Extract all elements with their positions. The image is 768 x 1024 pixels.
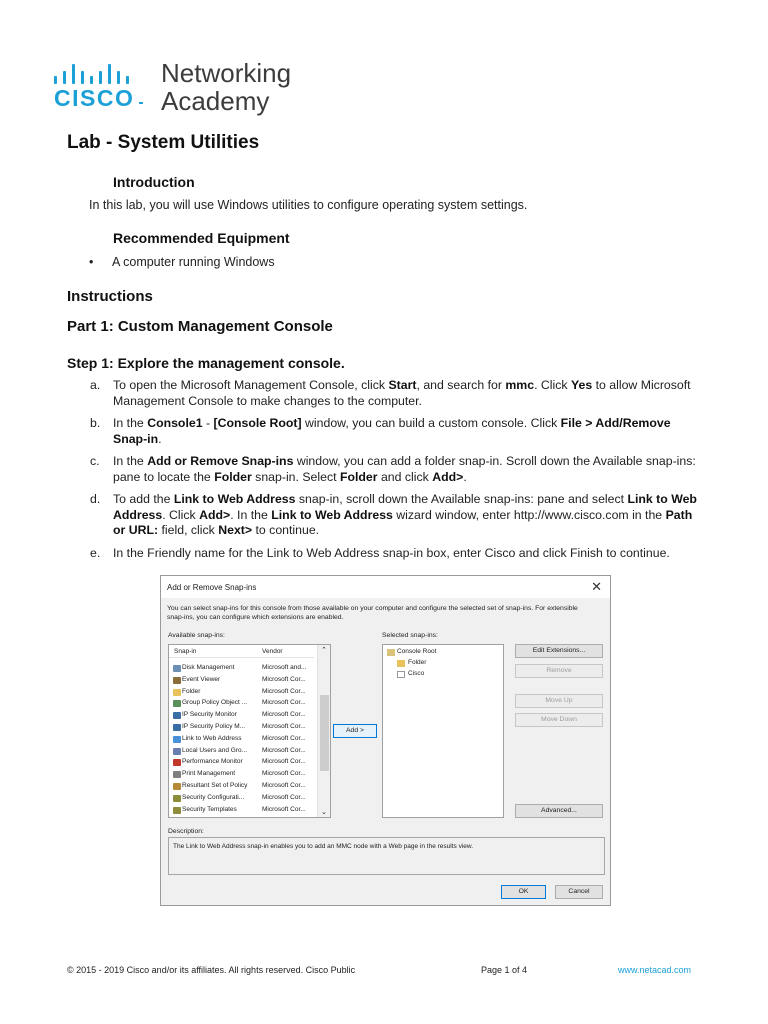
move-down-button[interactable]: Move Down <box>515 713 603 727</box>
snapin-name: Security Configurati... <box>182 793 245 801</box>
available-rows <box>171 663 315 816</box>
cisco-wordmark: CISCO <box>54 85 135 111</box>
snapin-name: Print Management <box>182 770 236 778</box>
list-item[interactable] <box>171 722 315 734</box>
add-button[interactable]: Add > <box>333 724 377 738</box>
snapin-vendor: Microsoft Cor... <box>262 734 306 742</box>
description-label: Description: <box>168 828 204 835</box>
col-snapin: Snap-in <box>174 648 197 655</box>
snapin-vendor: Microsoft Cor... <box>262 722 306 730</box>
snapin-vendor: Microsoft Cor... <box>262 781 306 789</box>
available-label: Available snap-ins: <box>168 632 225 639</box>
snapin-vendor: Microsoft Cor... <box>262 758 306 766</box>
step-d: d. To add the Link to Web Address snap-in, scroll down the Available snap-ins: pane and select Link to Web Address. Click Add>. In the Link to Web Address wizard window, enter http://www.cisco.com in the Path or URL: field, click Next> to continue. <box>90 492 697 537</box>
folder-icon <box>397 660 405 667</box>
snapin-icon <box>173 689 181 696</box>
step-heading: Step 1: Explore the management console. <box>67 355 345 371</box>
step-a: a. To open the Microsoft Management Console, click Start, and search for mmc. Click Yes to allow Microsoft Management Console to make changes to the computer. <box>90 378 691 408</box>
selected-snapins-list[interactable] <box>382 644 504 818</box>
move-up-button[interactable]: Move Up <box>515 694 603 708</box>
snapin-icon <box>173 748 181 755</box>
list-item[interactable] <box>171 687 315 699</box>
snapin-name: Link to Web Address <box>182 734 242 742</box>
snapin-vendor: Microsoft Cor... <box>262 805 306 813</box>
edit-extensions-button[interactable]: Edit Extensions... <box>515 644 603 658</box>
scroll-thumb[interactable] <box>320 695 329 771</box>
selected-root[interactable]: Console Root <box>397 648 437 655</box>
col-vendor: Vendor <box>262 648 283 655</box>
selected-folder[interactable]: Folder <box>408 659 427 666</box>
snapin-vendor: Microsoft Cor... <box>262 687 306 695</box>
snapin-vendor: Microsoft Cor... <box>262 770 306 778</box>
snapin-icon <box>173 677 181 684</box>
list-item[interactable] <box>171 675 315 687</box>
snapin-vendor: Microsoft Cor... <box>262 675 306 683</box>
web-link-icon <box>397 671 405 678</box>
snapin-vendor: Microsoft Cor... <box>262 699 306 707</box>
list-item[interactable] <box>171 698 315 710</box>
snapin-icon <box>173 795 181 802</box>
list-item[interactable] <box>171 663 315 675</box>
snapin-name: Security Templates <box>182 805 237 813</box>
snapin-icon <box>173 700 181 707</box>
snapin-name: Performance Monitor <box>182 758 243 766</box>
close-icon[interactable]: ✕ <box>591 579 602 594</box>
intro-text: In this lab, you will use Windows utilities to configure operating system settings. <box>89 198 528 212</box>
snapin-name: Resultant Set of Policy <box>182 781 248 789</box>
step-e: e. In the Friendly name for the Link to Web Address snap-in box, enter Cisco and click Finish to continue. <box>90 545 670 560</box>
snapin-name: Local Users and Gro... <box>182 746 248 754</box>
snapin-vendor: Microsoft Cor... <box>262 746 306 754</box>
step-b: b. In the Console1 - [Console Root] window, you can build a custom console. Click File > Add/Remove Snap-in. <box>90 416 671 446</box>
list-item[interactable] <box>171 746 315 758</box>
snapin-name: Disk Management <box>182 664 235 671</box>
snapin-icon <box>173 665 181 672</box>
description-text: The Link to Web Address snap-in enables you to add an MMC node with a Web page in the results view. <box>173 843 474 850</box>
scrollbar[interactable] <box>317 645 330 817</box>
list-item[interactable] <box>171 805 315 817</box>
snapin-name: Folder <box>182 687 201 695</box>
snapin-name: IP Security Policy M... <box>182 722 246 730</box>
snapin-name: Event Viewer <box>182 675 221 683</box>
list-item[interactable] <box>171 734 315 746</box>
cisco-logo <box>54 58 314 118</box>
snapin-vendor: Microsoft Cor... <box>262 711 306 719</box>
snapin-icon <box>173 712 181 719</box>
list-item[interactable] <box>171 793 315 805</box>
list-item[interactable] <box>171 757 315 769</box>
snapin-icon <box>173 771 181 778</box>
logo-networking: Networking <box>161 58 292 88</box>
cancel-button[interactable]: Cancel <box>555 885 603 899</box>
list-item[interactable] <box>171 769 315 781</box>
description-box <box>168 837 605 875</box>
list-header <box>169 645 314 658</box>
snapin-icon <box>173 783 181 790</box>
snapin-icon <box>173 807 181 814</box>
selected-cisco[interactable]: Cisco <box>408 670 425 677</box>
equipment-heading: Recommended Equipment <box>113 230 290 246</box>
snapin-name: Group Policy Object ... <box>182 699 248 707</box>
ok-button[interactable]: OK <box>501 885 546 899</box>
snapin-icon <box>173 736 181 743</box>
logo-academy: Academy <box>161 86 270 116</box>
intro-heading: Introduction <box>113 174 195 190</box>
dialog-titlebar <box>161 576 610 598</box>
snapin-icon <box>173 759 181 766</box>
snapin-vendor: Microsoft Cor... <box>262 793 306 801</box>
snapin-name: IP Security Monitor <box>182 711 237 719</box>
list-item[interactable] <box>171 781 315 793</box>
snapin-icon <box>173 724 181 731</box>
advanced-button[interactable]: Advanced... <box>515 804 603 818</box>
step-c: c. In the Add or Remove Snap-ins window, you can add a folder snap-in. Scroll down the Available snap-ins: pane to locate the Folder snap-in. Select Folder and click Add>. <box>90 454 696 484</box>
instructions-heading: Instructions <box>67 288 153 305</box>
selected-label: Selected snap-ins: <box>382 632 438 639</box>
dialog-title: Add or Remove Snap-ins <box>167 583 257 592</box>
cisco-bars-icon <box>54 64 150 84</box>
footer-url[interactable]: www.netacad.com <box>618 965 692 975</box>
footer-page-number: Page 1 of 4 <box>481 965 528 975</box>
list-item[interactable] <box>171 710 315 722</box>
dialog-intro: You can select snap-ins for this console from those available on your computer and configure the selected set of snap-ins. For extensible snap-ins, you can configure which extensions are enabled. <box>167 605 578 621</box>
scroll-down-icon[interactable]: ⌄ <box>321 809 327 816</box>
part-heading: Part 1: Custom Management Console <box>67 318 333 335</box>
available-snapins-list[interactable] <box>168 644 331 818</box>
remove-button[interactable]: Remove <box>515 664 603 678</box>
footer-copyright: © 2015 - 2019 Cisco and/or its affiliates. All rights reserved. Cisco Public <box>67 965 356 975</box>
steps-list <box>90 378 700 568</box>
page-title: Lab - System Utilities <box>67 132 260 153</box>
console-root-icon <box>387 649 395 656</box>
add-remove-snapins-dialog <box>160 575 611 906</box>
snapin-vendor: Microsoft and... <box>262 664 307 671</box>
scroll-up-icon[interactable]: ⌃ <box>321 647 327 654</box>
